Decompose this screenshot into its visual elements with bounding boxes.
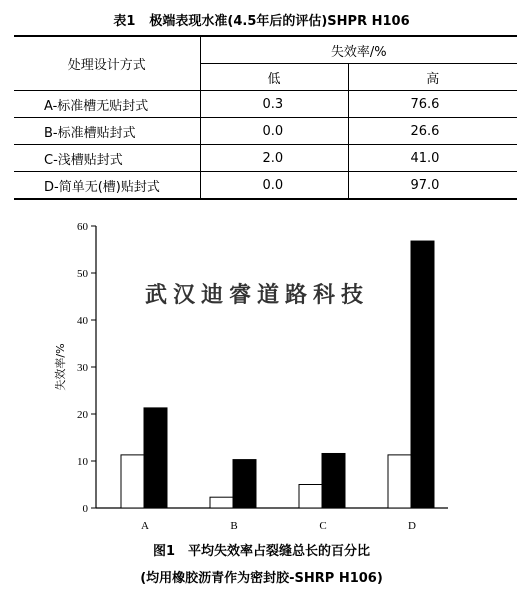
bar-D-high — [411, 241, 434, 508]
method-cell: D-简单无(槽)贴封式 — [14, 172, 200, 200]
low-cell: 0.0 — [200, 118, 348, 145]
high-cell: 26.6 — [348, 118, 517, 145]
method-cell: B-标准槽贴封式 — [14, 118, 200, 145]
figure-caption: 图1 平均失效率占裂缝总长的百分比 — [152, 544, 371, 559]
header-method: 处理设计方式 — [14, 36, 200, 91]
bar-B-high — [233, 460, 256, 508]
bar-A-low — [121, 455, 144, 508]
y-tick-label: 60 — [77, 221, 88, 233]
failure-rate-table — [14, 35, 517, 200]
watermark-text: 武汉迪睿道路科技 — [145, 282, 370, 308]
high-cell: 76.6 — [348, 91, 517, 118]
method-cell: C-浅槽贴封式 — [14, 145, 200, 172]
method-cell: A-标准槽无贴封式 — [14, 91, 200, 118]
bar-B-low — [210, 497, 233, 508]
y-tick-label: 10 — [77, 456, 88, 468]
x-tick-label: B — [230, 520, 238, 530]
figure-subcaption: (均用橡胶沥青作为密封胶-SHRP H106) — [140, 571, 383, 586]
table-row — [14, 172, 517, 200]
y-tick-label: 50 — [77, 268, 88, 280]
high-cell: 97.0 — [348, 172, 517, 200]
x-tick-label: A — [141, 520, 149, 530]
y-tick-label: 0 — [82, 503, 88, 515]
bar-chart — [0, 212, 523, 534]
y-tick-label: 40 — [77, 315, 88, 327]
table-row — [14, 118, 517, 145]
bar-C-high — [322, 453, 345, 508]
header-high: 高 — [348, 64, 517, 91]
low-cell: 0.0 — [200, 172, 348, 200]
bar-chart-svg — [0, 212, 523, 530]
low-cell: 2.0 — [200, 145, 348, 172]
table-row — [14, 145, 517, 172]
x-tick-label: D — [408, 520, 416, 530]
low-cell: 0.3 — [200, 91, 348, 118]
table-title — [0, 10, 523, 29]
high-cell: 41.0 — [348, 145, 517, 172]
table-row — [14, 91, 517, 118]
table-title-text: 极端表现水准(4.5年后的评估)SHPR H106 — [149, 14, 410, 29]
table-number: 表1 — [113, 14, 136, 29]
header-failure-rate: 失效率/% — [200, 36, 517, 64]
x-tick-label: C — [319, 520, 327, 530]
bar-C-low — [299, 485, 322, 509]
y-tick-label: 20 — [77, 409, 88, 421]
bar-A-high — [144, 408, 167, 508]
y-tick-label: 30 — [77, 362, 88, 374]
header-low: 低 — [200, 64, 348, 91]
y-axis-label: 失效率/% — [54, 343, 67, 391]
bar-D-low — [388, 455, 411, 508]
